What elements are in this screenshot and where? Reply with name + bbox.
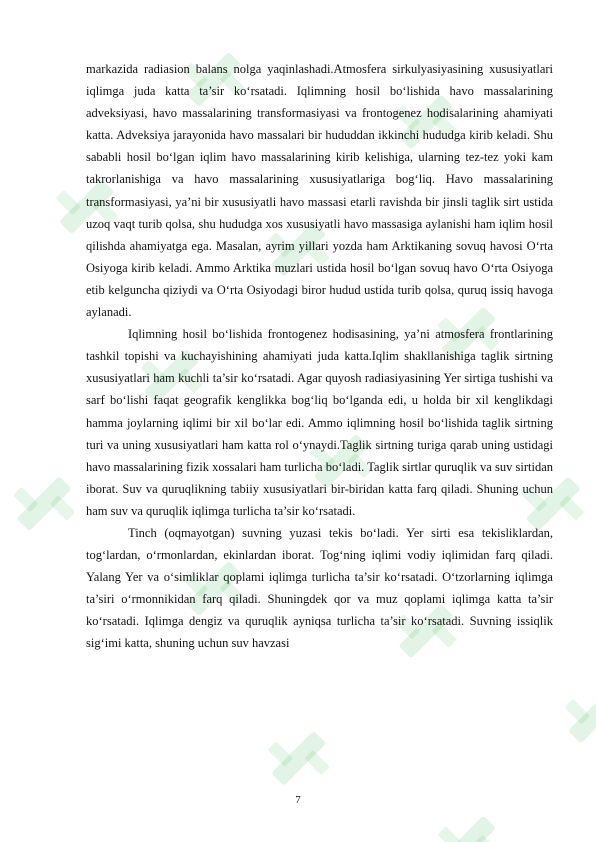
body-text	[86, 58, 553, 655]
paragraph: Tinch (oqmayotgan) suvning yuzasi tekis bo‘ladi. Yer sirti esa tekisliklardan, tog‘lardan, o‘rmonlardan, ekinlardan iborat. Tog‘ning iqlimi vodiy iqlimidan farq qiladi. Yalang Yer va o‘simliklar qoplami iqlimga turlicha ta’sir ko‘rsatadi. O‘tzorlarning iqlimga ta’siri o‘rmonnikidan farq qiladi. Shuningdek qor va muz qoplami iqlimga katta ta’sir ko‘rsatadi. Iqlimga dengiz va quruqlik ayniqsa turlicha ta’sir ko‘rsatadi. Suvning issiqlik sig‘imi katta, shuning uchun suv havzasi	[86, 525, 553, 651]
paragraph: Iqlimning hosil bo‘lishida frontogenez hodisasining, ya’ni atmosfera frontlarining tashkil topishi va kuchayishining ahamiyati juda katta.Iqlim shakllanishiga taglik sirtning xususiyatlari ham kuchli ta’sir ko‘rsatadi. Agar quyosh radiasiyasining Yer sirtiga tushishi va sarf bo‘lishi faqat geografik kenglikka bog‘liq bo‘lganda edi, u holda bir xil kenglikdagi hamma joylarning iqlimi bir xil bo‘lar edi. Ammo iqlimning hosil bo‘lishida taglik sirtning turi va uning xususiyatlari ham katta rol o‘ynaydi.Taglik sirtning turiga qarab uning ustidagi havo massalarining fizik xossalari ham turlicha bo‘ladi. Taglik sirtlar quruqlik va suv sirtidan iborat. Suv va quruqlikning tabiiy xususiyatlari bir-biridan katta farq qiladi. Shuning uchun ham suv va quruqlik iqlimga turlicha ta’sir ko‘rsatadi.	[86, 327, 553, 518]
page-number: 7	[295, 794, 301, 806]
paragraph: markazida radiasion balans nolga yaqinlashadi.Atmosfera sirkulyasiyasining xususiyatlari iqlimga juda katta ta’sir ko‘rsatadi. Iqlimning hosil bo‘lishida havo massalarining adveksiyasi, havo massalarining transformasiyasi va frontogenez hodisalarining ahamiyati katta. Adveksiya jarayonida havo massalari bir hududdan ikkinchi hududga kirib keladi. Shu sababli hosil bo‘lgan iqlim havo massalarining kirib kelishiga, ularning tez-tez yoki kam takrorlanishiga va havo massalarining xususiyatlariga bog‘liq. Havo massalarining transformasiyasi, ya’ni bir xususiyatli havo massasi etarli ravishda bir jinsli taglik sirt ustida uzoq vaqt turib qolsa, shu hududga xos xususiyatli havo massasiga aylanishi ham iqlim hosil qilishda ahamiyatga ega. Masalan, ayrim yillari yozda ham Arktikaning sovuq havosi O‘rta Osiyoga kirib keladi. Ammo Arktika muzlari ustida hosil bo‘lgan sovuq havo O‘rta Osiyoga etib kelguncha qiziydi va O‘rta Osiyodagi biror hudud ustida turib qolsa, quruq issiq havoga aylanadi.	[86, 62, 553, 320]
